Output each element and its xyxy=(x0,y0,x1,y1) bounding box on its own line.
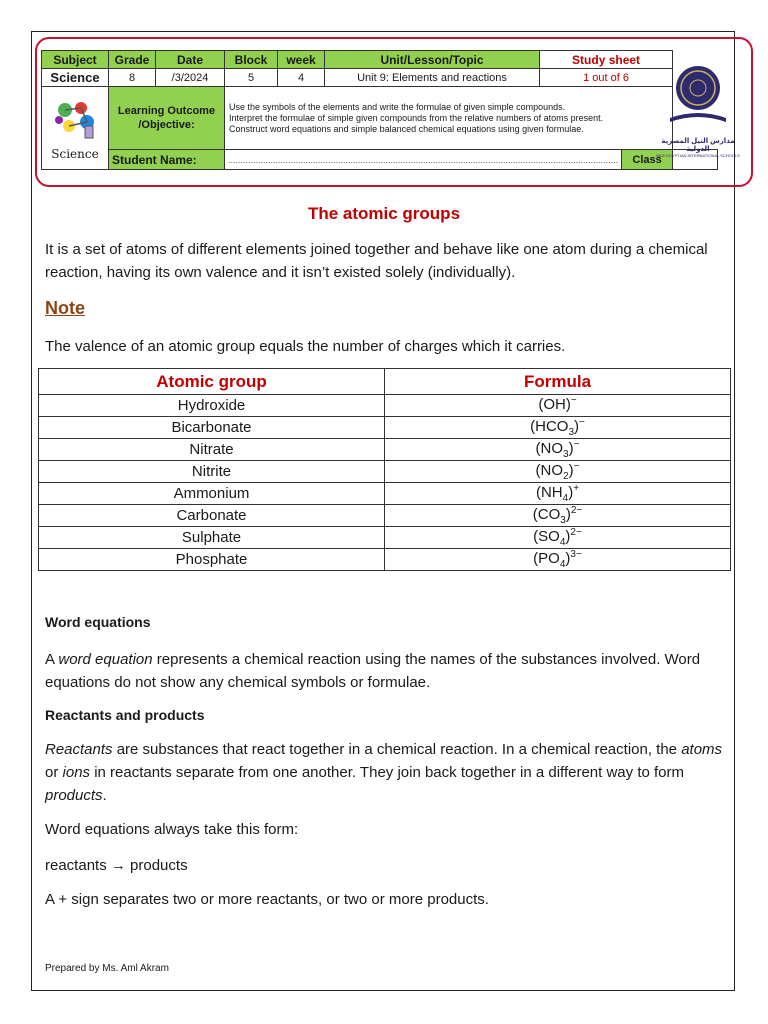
col-week: week xyxy=(278,51,325,69)
atomic-groups-table xyxy=(38,368,731,571)
table-row xyxy=(39,527,731,549)
formula-subscript: 3 xyxy=(560,515,566,526)
text-span: . xyxy=(102,787,107,804)
text-span: in reactants separate from one another. They join back together in a different way to form xyxy=(90,764,684,781)
word-equations-heading: Word equations xyxy=(45,614,151,630)
formula-subscript: 4 xyxy=(562,493,569,504)
formula-close: ) xyxy=(565,528,571,545)
plus-sign-line: A + sign separates two or more reactants, or two or more products. xyxy=(45,891,489,908)
grade-value: 8 xyxy=(109,69,156,87)
formula-base: (OH) xyxy=(538,396,571,413)
school-logo-english: NILE EGYPTIAN INTERNATIONAL SCHOOLS xyxy=(656,153,740,158)
table-row xyxy=(39,395,731,417)
formula-close: ) xyxy=(568,484,574,501)
formula-subscript: 2 xyxy=(563,471,569,482)
school-emblem-icon xyxy=(650,62,746,132)
atomic-group-name: Hydroxide xyxy=(39,395,385,417)
atomic-group-formula xyxy=(385,527,731,549)
col-study-sheet: Study sheet xyxy=(540,51,673,69)
lo-item: Use the symbols of the elements and write the formulae of given simple compounds. xyxy=(229,101,566,112)
formula-close: ) xyxy=(565,506,571,523)
formula-base: (NO xyxy=(535,462,564,479)
formula-charge: − xyxy=(570,395,577,406)
student-name-label: Student Name: xyxy=(109,150,225,170)
atomic-group-name: Carbonate xyxy=(39,505,385,527)
table-row xyxy=(39,549,731,571)
formula-subscript: 3 xyxy=(563,449,569,460)
formula-subscript: 3 xyxy=(568,427,575,438)
formula-charge: − xyxy=(579,417,585,428)
atomic-group-formula xyxy=(385,395,731,417)
col-subject: Subject xyxy=(42,51,109,69)
formula-base: (HCO xyxy=(530,418,569,435)
atomic-group-name: Nitrate xyxy=(39,439,385,461)
atomic-group-formula xyxy=(385,417,731,439)
formula-base: (NH xyxy=(535,484,563,501)
class-label: Class xyxy=(622,150,673,170)
formula-charge: − xyxy=(573,439,580,450)
text-span: A xyxy=(45,651,59,668)
text-emphasis: ions xyxy=(62,764,91,781)
unit-value: Unit 9: Elements and reactions xyxy=(325,69,540,87)
school-logo xyxy=(650,62,746,162)
table-row xyxy=(39,483,731,505)
reactants-heading: Reactants and products xyxy=(45,707,205,723)
formula-subscript: 4 xyxy=(559,559,566,570)
page-title: The atomic groups xyxy=(307,204,461,223)
text-emphasis: atoms xyxy=(681,741,723,758)
atomic-group-name: Ammonium xyxy=(39,483,385,505)
reactants-paragraph xyxy=(45,738,735,807)
formula-charge: 2− xyxy=(570,505,583,516)
footer-credit: Prepared by Ms. Aml Akram xyxy=(45,963,169,974)
col-date: Date xyxy=(156,51,225,69)
text-span: represents a chemical reaction using the names of the substances involved. Word equations do not show any chemical symbols or formulae. xyxy=(45,651,701,691)
text-emphasis: Reactants xyxy=(45,741,113,758)
block-value: 5 xyxy=(225,69,278,87)
lo-item: Construct word equations and simple balanced chemical equations using given formulae. xyxy=(229,123,584,134)
formula-close: ) xyxy=(568,440,574,457)
formula-close: ) xyxy=(568,462,574,479)
formula-charge: 3− xyxy=(570,549,582,560)
word-equations-paragraph xyxy=(45,648,735,694)
formula-subscript: 4 xyxy=(559,537,566,548)
atomic-group-name: Nitrite xyxy=(39,461,385,483)
equation-line: reactants → products xyxy=(45,857,188,874)
sheet-count: 1 out of 6 xyxy=(540,69,673,87)
col-formula: Formula xyxy=(385,369,731,395)
text-emphasis: word equation xyxy=(58,651,153,668)
col-atomic-group: Atomic group xyxy=(39,369,385,395)
atomic-group-formula xyxy=(385,505,731,527)
science-logo xyxy=(42,87,109,170)
text-span: or xyxy=(45,764,63,781)
col-grade: Grade xyxy=(109,51,156,69)
formula-close: ) xyxy=(565,550,571,567)
table-row xyxy=(39,439,731,461)
student-name-field[interactable]: ............................................................................................................................................................ xyxy=(225,150,622,170)
subject-value: Science xyxy=(42,69,109,87)
atomic-group-name: Phosphate xyxy=(39,549,385,571)
col-block: Block xyxy=(225,51,278,69)
note-text: The valence of an atomic group equals the number of charges which it carries. xyxy=(45,338,566,355)
table-row xyxy=(39,461,731,483)
week-value: 4 xyxy=(278,69,325,87)
formula-close: ) xyxy=(574,418,580,435)
science-logo-text: Science xyxy=(51,146,99,161)
atomic-group-formula xyxy=(385,549,731,571)
learning-outcome-text xyxy=(225,87,673,150)
formula-base: (PO xyxy=(533,550,560,567)
table-row xyxy=(39,417,731,439)
science-molecule-icon xyxy=(47,96,103,144)
atomic-group-name: Bicarbonate xyxy=(39,417,385,439)
formula-charge: − xyxy=(573,461,580,472)
intro-paragraph: It is a set of atoms of different elements joined together and behave like one atom during a chemical reaction, having its own valence and it isn’t existed solely (individually). xyxy=(45,241,708,281)
form-line: Word equations always take this form: xyxy=(45,821,299,838)
table-row xyxy=(39,505,731,527)
lo-item: Interpret the formulae of simple given compounds from the relative numbers of atoms present. xyxy=(229,112,604,123)
note-heading: Note xyxy=(45,298,85,318)
formula-charge: + xyxy=(573,483,580,494)
formula-charge: 2− xyxy=(570,527,582,538)
atomic-group-formula xyxy=(385,461,731,483)
formula-base: (SO xyxy=(533,528,560,545)
school-logo-arabic: مدارس النيل المصرية الدولية xyxy=(661,138,735,153)
atomic-group-formula xyxy=(385,483,731,505)
atomic-group-formula xyxy=(385,439,731,461)
col-unit: Unit/Lesson/Topic xyxy=(325,51,540,69)
header-table xyxy=(41,50,718,170)
learning-outcome-label: Learning Outcome /Objective: xyxy=(109,87,225,150)
formula-base: (CO xyxy=(532,506,561,523)
date-value: /3/2024 xyxy=(156,69,225,87)
text-emphasis: products xyxy=(45,787,103,804)
text-span: are substances that react together in a chemical reaction. In a chemical reaction, the xyxy=(112,741,682,758)
atomic-group-name: Sulphate xyxy=(39,527,385,549)
formula-base: (NO xyxy=(535,440,564,457)
